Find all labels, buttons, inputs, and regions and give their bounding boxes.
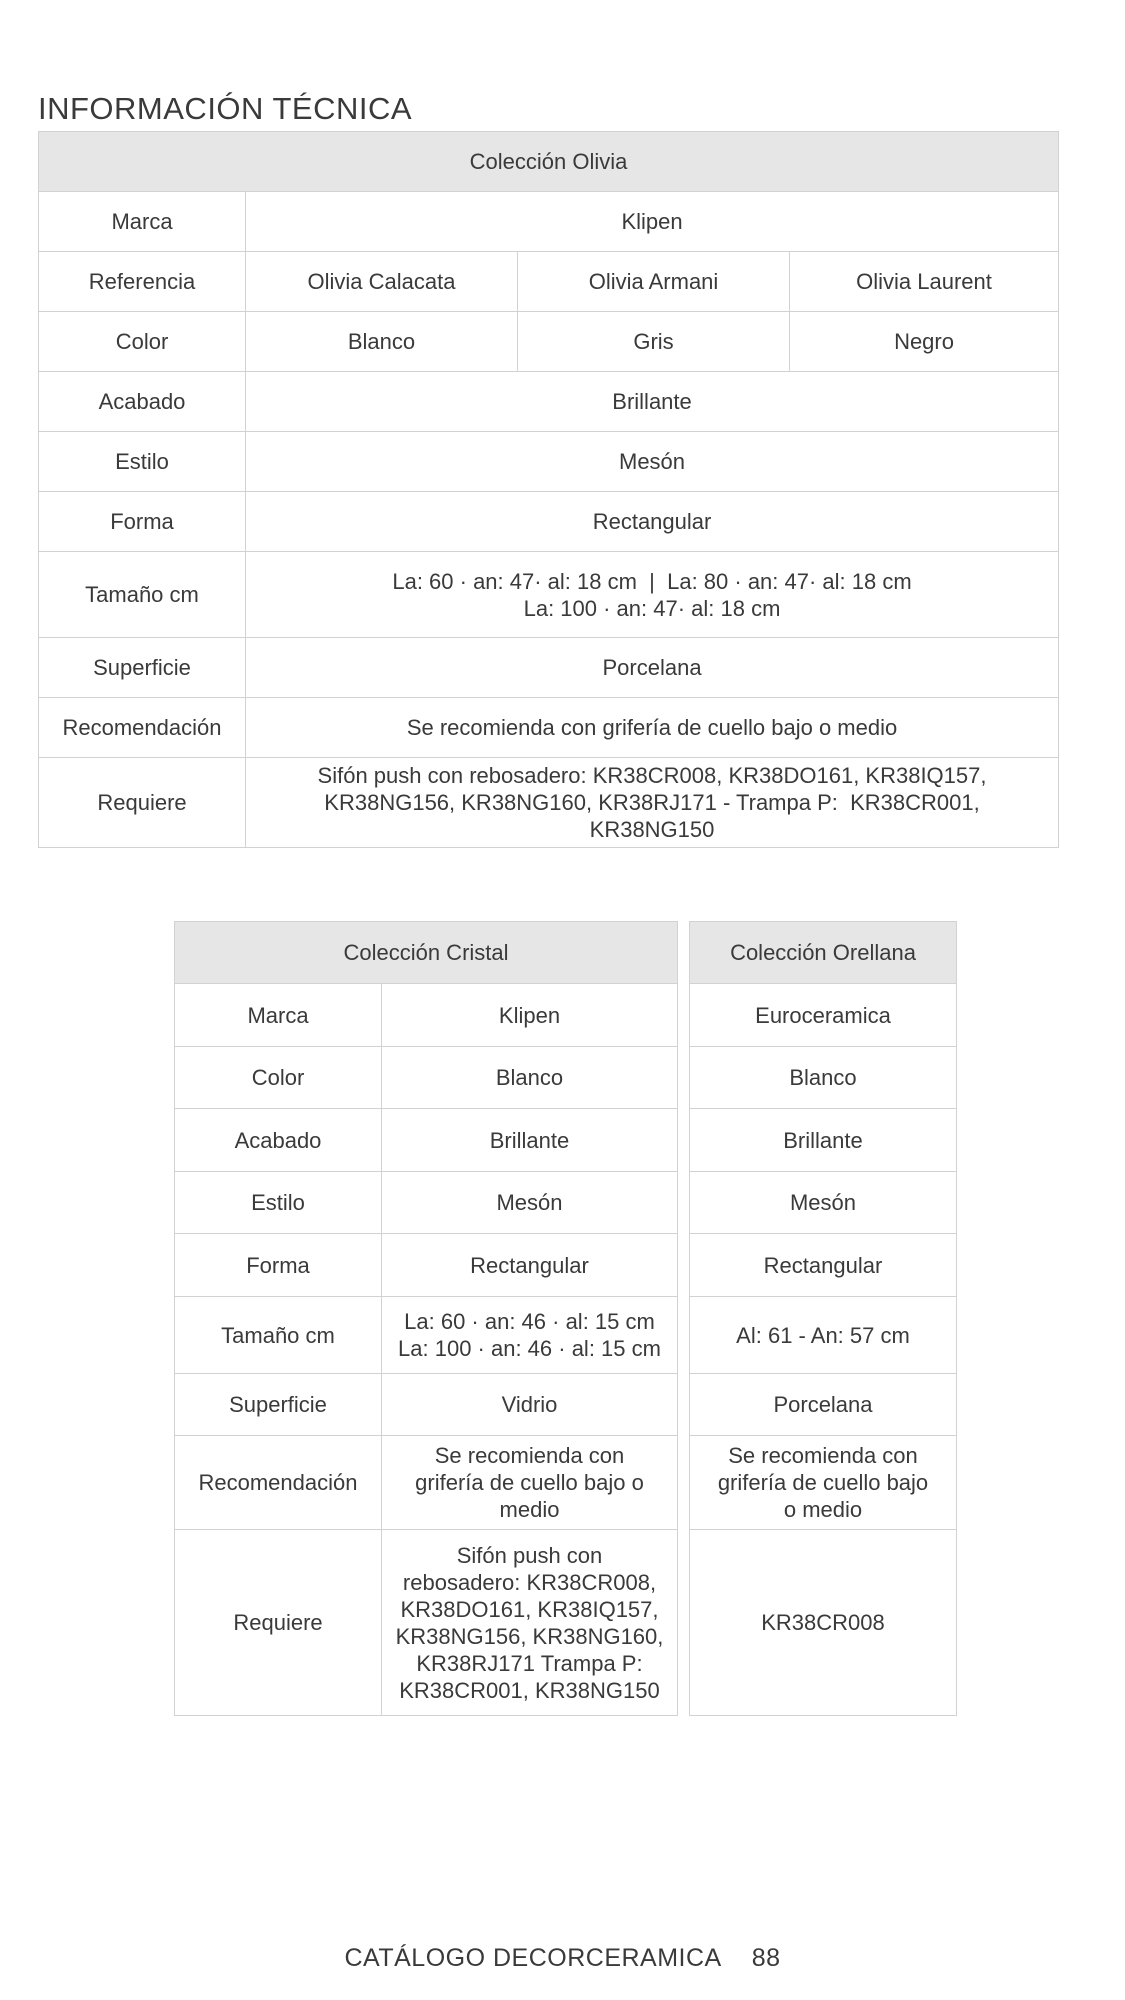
orellana-header: Colección Orellana [690, 922, 957, 984]
olivia-referencia-2: Olivia Armani [518, 252, 790, 312]
catalog-name: CATÁLOGO DECORCERAMICA [344, 1944, 722, 1972]
olivia-requiere-line: KR38NG156, KR38NG160, KR38RJ171 - Trampa P: KR38CR001, [324, 790, 980, 815]
table-row [175, 1297, 678, 1374]
row-label: Superficie [175, 1374, 382, 1436]
cristal-recomendacion-line: Se recomienda con [434, 1443, 625, 1468]
olivia-color-1: Blanco [246, 312, 518, 372]
cristal-color: Blanco [382, 1047, 678, 1109]
row-label: Acabado [175, 1109, 382, 1172]
orellana-tamano: Al: 61 - An: 57 cm [690, 1297, 957, 1374]
olivia-requiere-line: KR38NG150 [589, 817, 715, 842]
olivia-requiere-line: Sifón push con rebosadero: KR38CR008, KR38DO161, KR38IQ157, [317, 763, 987, 788]
orellana-recomendacion-line: Se recomienda con [728, 1443, 918, 1468]
orellana-marca: Euroceramica [690, 984, 957, 1047]
olivia-referencia-3: Olivia Laurent [790, 252, 1059, 312]
row-label: Marca [175, 984, 382, 1047]
olivia-marca: Klipen [246, 192, 1059, 252]
cristal-forma: Rectangular [382, 1234, 678, 1297]
row-label: Tamaño cm [175, 1297, 382, 1374]
orellana-forma: Rectangular [690, 1234, 957, 1297]
orellana-recomendacion-line: grifería de cuello bajo [717, 1470, 929, 1495]
cristal-estilo: Mesón [382, 1172, 678, 1234]
cristal-requiere-line: KR38RJ171 Trampa P: [416, 1650, 643, 1676]
table-row [39, 758, 1059, 848]
orellana-acabado: Brillante [690, 1109, 957, 1172]
cristal-tamano-line: La: 60 · an: 46 · al: 15 cm [404, 1309, 655, 1334]
table-row [39, 638, 1059, 698]
row-label: Superficie [39, 638, 246, 698]
table-row [39, 698, 1059, 758]
cristal-recomendacion-line: grifería de cuello bajo o [415, 1470, 644, 1495]
orellana-recomendacion [690, 1436, 957, 1530]
table-row [39, 432, 1059, 492]
cristal-superficie: Vidrio [382, 1374, 678, 1436]
olivia-forma: Rectangular [246, 492, 1059, 552]
row-label: Requiere [175, 1530, 382, 1716]
row-label: Recomendación [39, 698, 246, 758]
cristal-tamano [382, 1297, 678, 1374]
cristal-requiere-line: KR38NG156, KR38NG160, [395, 1623, 664, 1649]
row-label: Tamaño cm [39, 552, 246, 638]
olivia-referencia-1: Olivia Calacata [246, 252, 518, 312]
table-row [175, 1047, 678, 1109]
orellana-spec-table [689, 921, 957, 1716]
orellana-superficie: Porcelana [690, 1374, 957, 1436]
orellana-color: Blanco [690, 1047, 957, 1109]
olivia-acabado: Brillante [246, 372, 1059, 432]
table-row [175, 1172, 678, 1234]
olivia-recomendacion: Se recomienda con grifería de cuello bajo o medio [246, 698, 1059, 758]
cristal-marca: Klipen [382, 984, 678, 1047]
table-row [175, 1436, 678, 1530]
row-label: Recomendación [175, 1436, 382, 1530]
page-footer [0, 1944, 1125, 1973]
olivia-tamano-line: La: 60 · an: 47· al: 18 cm | La: 80 · an: 47· al: 18 cm [392, 568, 912, 594]
olivia-estilo: Mesón [246, 432, 1059, 492]
cristal-recomendacion-line: medio [499, 1497, 560, 1522]
cristal-tamano-line: La: 100 · an: 46 · al: 15 cm [398, 1336, 661, 1361]
cristal-recomendacion [382, 1436, 678, 1530]
row-label: Requiere [39, 758, 246, 848]
table-row [175, 1109, 678, 1172]
table-row [39, 372, 1059, 432]
olivia-superficie: Porcelana [246, 638, 1059, 698]
table-row [39, 492, 1059, 552]
orellana-recomendacion-line: o medio [783, 1497, 863, 1522]
orellana-requiere: KR38CR008 [690, 1530, 957, 1716]
row-label: Color [175, 1047, 382, 1109]
row-label: Estilo [175, 1172, 382, 1234]
table-row [39, 552, 1059, 638]
table-row [39, 312, 1059, 372]
row-label: Forma [39, 492, 246, 552]
table-row [175, 1374, 678, 1436]
page-number: 88 [751, 1944, 781, 1972]
row-label: Referencia [39, 252, 246, 312]
row-label: Acabado [39, 372, 246, 432]
table-row [175, 984, 678, 1047]
table-row [175, 1234, 678, 1297]
row-label: Estilo [39, 432, 246, 492]
olivia-spec-table [38, 131, 1059, 848]
olivia-requiere [246, 758, 1059, 848]
cristal-acabado: Brillante [382, 1109, 678, 1172]
cristal-requiere-line: KR38CR001, KR38NG150 [399, 1677, 660, 1703]
table-row [175, 1530, 678, 1716]
cristal-requiere-line: rebosadero: KR38CR008, [402, 1569, 657, 1595]
table-row [39, 192, 1059, 252]
orellana-estilo: Mesón [690, 1172, 957, 1234]
cristal-spec-table [174, 921, 678, 1716]
row-label: Forma [175, 1234, 382, 1297]
olivia-color-2: Gris [518, 312, 790, 372]
olivia-tamano [246, 552, 1059, 638]
row-label: Marca [39, 192, 246, 252]
row-label: Color [39, 312, 246, 372]
cristal-requiere-line: KR38DO161, KR38IQ157, [400, 1596, 659, 1622]
page-title: INFORMACIÓN TÉCNICA [38, 90, 413, 126]
cristal-header: Colección Cristal [175, 922, 678, 984]
cristal-requiere-line: Sifón push con [456, 1542, 603, 1568]
olivia-tamano-line: La: 100 · an: 47· al: 18 cm [523, 595, 781, 621]
olivia-color-3: Negro [790, 312, 1059, 372]
olivia-header: Colección Olivia [39, 132, 1059, 192]
cristal-requiere [382, 1530, 678, 1716]
table-row [39, 252, 1059, 312]
